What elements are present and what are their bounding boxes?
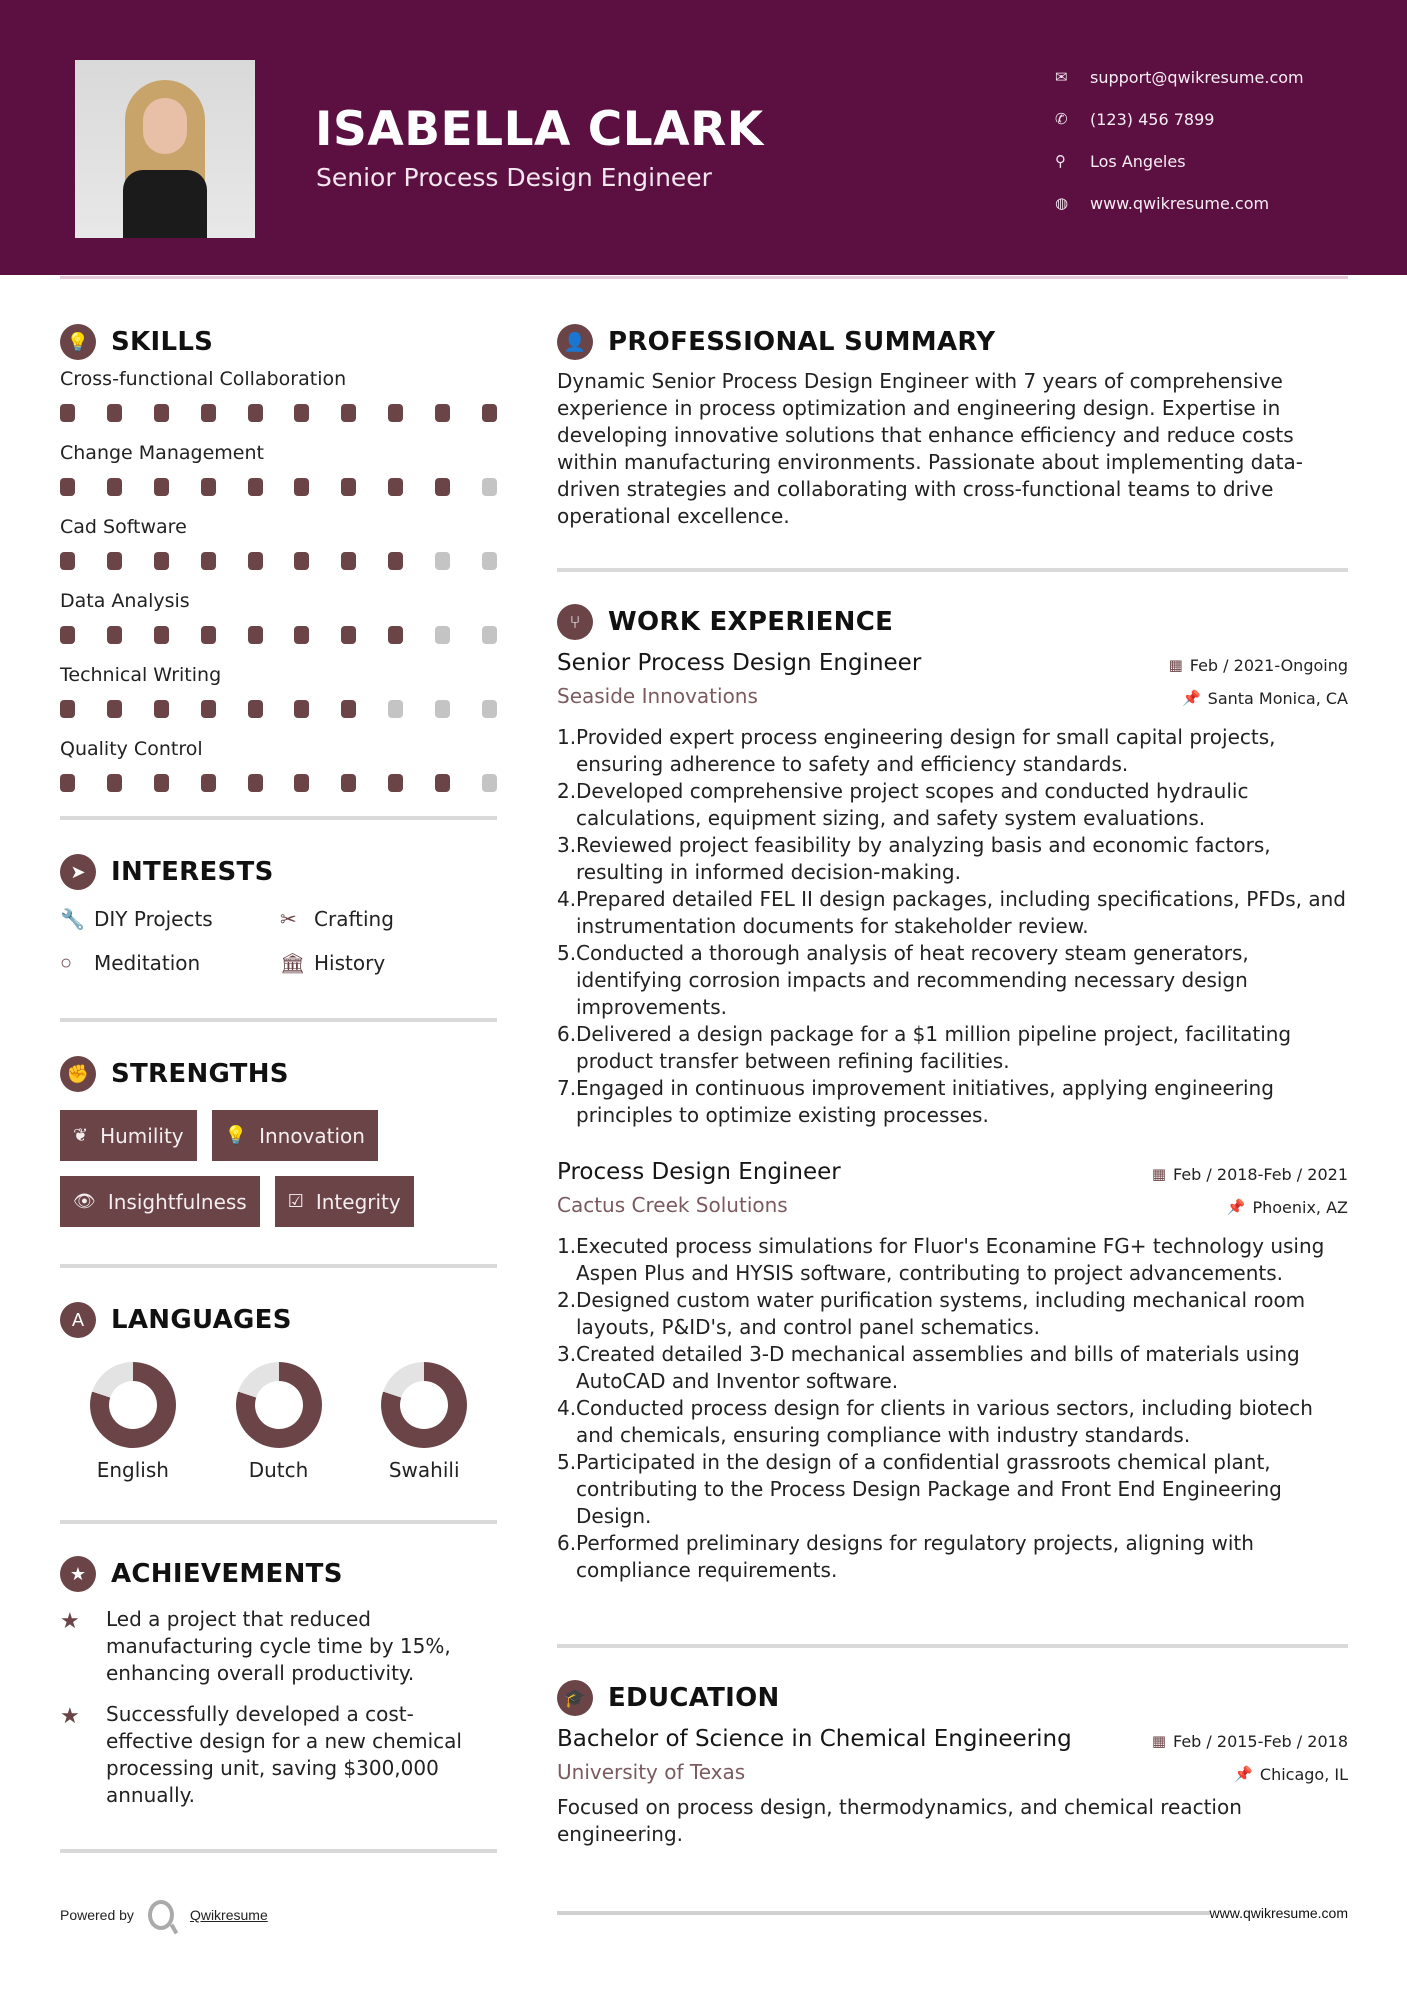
rating-dot — [294, 774, 309, 792]
rating-dot — [107, 626, 122, 644]
footer-divider — [557, 1911, 1210, 1915]
contact-email[interactable]: ✉ support@qwikresume.com — [1055, 67, 1304, 87]
language-item: English — [60, 1362, 206, 1482]
rating-dot — [154, 626, 169, 644]
skill-item — [60, 586, 497, 660]
rating-dot — [201, 700, 216, 718]
rating-dot — [294, 700, 309, 718]
bullet-item: 6. Delivered a design package for a $1 million pipeline project, facilitating product transfer between refining facilities. — [557, 1022, 1292, 1073]
summary-heading: 👤 PROFESSIONAL SUMMARY — [557, 320, 1348, 364]
achievement-item: ★ Led a project that reduced manufacturing cycle time by 15%, enhancing overall productivity. — [60, 1607, 451, 1685]
job-title: Process Design Engineer — [557, 1159, 841, 1185]
bullet-item: 2. Developed comprehensive project scopes and conducted hydraulic calculations, equipment sizing, and safety system evaluations. — [557, 779, 1249, 830]
scissors-icon: ✂ — [280, 908, 297, 931]
rating-dot — [154, 552, 169, 570]
rating-dot — [388, 774, 403, 792]
circle-icon: ○ — [60, 951, 73, 974]
interest-item: 🔧 DIY Projects — [60, 907, 213, 931]
skill-item — [60, 438, 497, 512]
graduate-icon: 🎓 — [557, 1680, 593, 1716]
rating-dot — [60, 626, 75, 644]
rating-dot — [60, 700, 75, 718]
paper-plane-icon: ➤ — [60, 854, 96, 890]
rating-dot — [201, 404, 216, 422]
bank-icon: 🏛 — [280, 952, 306, 975]
lightbulb-icon: 💡 — [60, 324, 96, 360]
job-entry — [557, 1159, 1348, 1584]
job-dates: ▦ Feb / 2018-Feb / 2021 — [1151, 1164, 1348, 1184]
rating-dot — [248, 774, 263, 792]
rating-dot — [60, 404, 75, 422]
skill-rating — [60, 616, 497, 660]
rating-dot — [341, 774, 356, 792]
globe-icon: ◍ — [1055, 195, 1069, 212]
bullet-item: 2. Designed custom water purification systems, including mechanical room layouts, P&ID's, and control panel schematics. — [557, 1288, 1306, 1339]
skill-item — [60, 734, 497, 808]
job-location: 📌 Phoenix, AZ — [1226, 1197, 1348, 1217]
achievements-heading: ★ ACHIEVEMENTS — [60, 1552, 497, 1596]
shooting-star-icon: ★ — [60, 1608, 80, 1633]
education-location: 📌 Chicago, IL — [1234, 1764, 1348, 1784]
section-divider — [557, 568, 1348, 572]
bullet-item: 6. Performed preliminary designs for regulatory projects, aligning with compliance requirements. — [557, 1531, 1254, 1582]
rating-dot — [341, 626, 356, 644]
skill-rating — [60, 394, 497, 438]
rating-dot — [388, 700, 403, 718]
calendar-icon: ▦ — [1168, 656, 1183, 674]
rating-dot — [201, 478, 216, 496]
skills-list — [60, 364, 497, 808]
rating-dot — [154, 478, 169, 496]
summary-text: Dynamic Senior Process Design Engineer with 7 years of comprehensive experience in process optimization and engineering design. Expertise in developing innovative solutions that enhance efficiency and reduce costs within manufacturing environments. Passionate about implementing data-driven strategies and collaborating with cross-functional teams to drive operational excellence. — [557, 369, 1303, 528]
interest-item: ✂ Crafting — [280, 907, 394, 931]
languages-list — [60, 1362, 497, 1482]
pushpin-icon: 📌 — [1226, 1198, 1246, 1216]
header-divider — [60, 276, 1348, 279]
rating-dot — [341, 552, 356, 570]
candidate-name: ISABELLA CLARK — [315, 102, 764, 157]
rating-dot — [388, 552, 403, 570]
skill-rating — [60, 468, 497, 512]
rating-dot — [435, 774, 450, 792]
bullet-item: 4. Prepared detailed FEL II design packages, including specifications, PFDs, and instrumentation documents for stakeholder review. — [557, 887, 1346, 938]
proficiency-donut — [236, 1362, 322, 1448]
rating-dot — [388, 626, 403, 644]
contact-website[interactable]: ◍ www.qwikresume.com — [1055, 193, 1270, 213]
rating-dot — [435, 404, 450, 422]
rating-dot — [60, 552, 75, 570]
skill-rating — [60, 764, 497, 808]
phone-icon: ✆ — [1055, 111, 1068, 128]
contact-info — [1055, 56, 1375, 224]
rating-dot — [482, 700, 497, 718]
map-pin-icon: ⚲ — [1055, 153, 1066, 170]
job-title: Senior Process Design Engineer — [557, 650, 922, 676]
rating-dot — [154, 774, 169, 792]
rating-dot — [388, 478, 403, 496]
strength-chip: 💡 Innovation — [212, 1110, 378, 1161]
education-heading: 🎓 EDUCATION — [557, 1676, 1348, 1720]
calendar-icon: ▦ — [1151, 1732, 1166, 1750]
rating-dot — [154, 700, 169, 718]
rating-dot — [294, 404, 309, 422]
rating-dot — [294, 626, 309, 644]
qwikresume-link[interactable]: Qwikresume — [189, 1907, 268, 1923]
rating-dot — [201, 552, 216, 570]
bullet-item: 4. Conducted process design for clients in various sectors, including biotech and chemicals, ensuring compliance with industry standards. — [557, 1396, 1313, 1447]
school: University of Texas — [557, 1760, 746, 1784]
language-icon: A — [60, 1302, 96, 1338]
profile-photo — [75, 60, 255, 238]
language-item: Dutch — [206, 1362, 352, 1482]
rating-dot — [482, 626, 497, 644]
checkbox-icon: ☑ — [287, 1191, 304, 1212]
lightbulb-icon: 💡 — [224, 1125, 248, 1146]
rating-dot — [248, 700, 263, 718]
calendar-icon: ▦ — [1151, 1165, 1166, 1183]
rating-dot — [482, 404, 497, 422]
job-bullets — [557, 724, 1348, 1129]
job-company: Seaside Innovations — [557, 684, 758, 708]
skill-name: Technical Writing — [60, 664, 222, 686]
skills-heading: 💡 SKILLS — [60, 320, 497, 364]
job-entry — [557, 650, 1348, 1129]
interests-heading: ➤ INTERESTS — [60, 850, 497, 894]
experience-heading: ⑂ WORK EXPERIENCE — [557, 600, 1348, 644]
rating-dot — [482, 478, 497, 496]
strength-chip: ☑ Integrity — [275, 1176, 414, 1227]
section-divider — [60, 1018, 497, 1022]
bullet-item: 1. Provided expert process engineering design for small capital projects, ensuring adherence to safety and efficiency standards. — [557, 725, 1276, 776]
proficiency-donut — [90, 1362, 176, 1448]
rating-dot — [435, 700, 450, 718]
bullet-item: 3. Created detailed 3-D mechanical assemblies and bills of materials using AutoCAD and Inventor software. — [557, 1342, 1300, 1393]
rating-dot — [107, 774, 122, 792]
leaf-icon: ❦ — [73, 1125, 89, 1146]
envelope-icon: ✉ — [1055, 69, 1068, 86]
rating-dot — [107, 478, 122, 496]
interests-list — [60, 904, 497, 978]
job-bullets — [557, 1233, 1348, 1584]
rating-dot — [60, 774, 75, 792]
rating-dot — [388, 404, 403, 422]
contact-phone[interactable]: ✆ (123) 456 7899 — [1055, 109, 1215, 129]
skill-name: Quality Control — [60, 738, 203, 760]
proficiency-donut — [381, 1362, 467, 1448]
left-column — [60, 320, 497, 1853]
skill-rating — [60, 542, 497, 586]
rating-dot — [107, 700, 122, 718]
language-item: Swahili — [351, 1362, 497, 1482]
rating-dot — [60, 478, 75, 496]
skill-item — [60, 364, 497, 438]
rating-dot — [107, 552, 122, 570]
rating-dot — [248, 404, 263, 422]
rating-dot — [201, 626, 216, 644]
skill-item — [60, 660, 497, 734]
job-company: Cactus Creek Solutions — [557, 1193, 788, 1217]
header-banner — [0, 0, 1407, 275]
bullet-item: 7. Engaged in continuous improvement initiatives, applying engineering principles to optimize existing processes. — [557, 1076, 1274, 1127]
section-divider — [60, 1520, 497, 1524]
pushpin-icon: 📌 — [1234, 1765, 1253, 1783]
website-link[interactable]: www.qwikresume.com — [1209, 1905, 1348, 1921]
right-column — [557, 320, 1348, 1848]
fist-icon: ✊ — [60, 1056, 96, 1092]
rating-dot — [154, 404, 169, 422]
degree: Bachelor of Science in Chemical Engineering — [557, 1726, 1072, 1752]
rating-dot — [482, 774, 497, 792]
skill-name: Change Management — [60, 442, 264, 464]
skill-item — [60, 512, 497, 586]
rating-dot — [341, 700, 356, 718]
rating-dot — [435, 552, 450, 570]
rating-dot — [294, 478, 309, 496]
bullet-item: 1. Executed process simulations for Fluor's Econamine FG+ technology using Aspen Plus and HYSIS software, contributing to project advancements. — [557, 1234, 1325, 1285]
footer-website — [557, 1905, 1348, 1921]
education-description: Focused on process design, thermodynamics, and chemical reaction engineering. — [557, 1795, 1242, 1846]
rating-dot — [201, 774, 216, 792]
interest-item: 🏛 History — [280, 951, 386, 975]
achievement-item: ★ Successfully developed a cost-effective design for a new chemical processing unit, saving $300,000 annually. — [60, 1702, 462, 1807]
skill-name: Data Analysis — [60, 590, 190, 612]
pushpin-icon: 📌 — [1181, 689, 1201, 707]
section-divider — [60, 1849, 497, 1853]
strength-chip: 👁 Insightfulness — [60, 1176, 260, 1227]
rating-dot — [248, 626, 263, 644]
shooting-star-icon: ★ — [60, 1703, 80, 1728]
skill-name: Cross-functional Collaboration — [60, 368, 347, 390]
education-entry — [557, 1726, 1348, 1848]
bullet-item: 3. Reviewed project feasibility by analyzing basis and economic factors, resulting in informed decision-making. — [557, 833, 1271, 884]
rating-dot — [248, 552, 263, 570]
languages-heading: A LANGUAGES — [60, 1298, 497, 1342]
skill-name: Cad Software — [60, 516, 187, 538]
rating-dot — [341, 478, 356, 496]
rating-dot — [248, 478, 263, 496]
skill-rating — [60, 690, 497, 734]
interest-item: ○ Meditation — [60, 951, 201, 975]
rating-dot — [294, 552, 309, 570]
strengths-list — [60, 1110, 497, 1227]
education-dates: ▦ Feb / 2015-Feb / 2018 — [1151, 1731, 1348, 1751]
rating-dot — [435, 478, 450, 496]
office-chair-icon: ⑂ — [557, 604, 593, 640]
rating-dot — [482, 552, 497, 570]
qwikresume-logo-icon — [148, 1900, 174, 1930]
bullet-item: 5. Participated in the design of a confidential grassroots chemical plant, contributing to the Process Design Package and Front End Engineering Design. — [557, 1450, 1282, 1528]
section-divider — [557, 1644, 1348, 1648]
rating-dot — [341, 404, 356, 422]
rating-dot — [435, 626, 450, 644]
star-badge-icon: ★ — [60, 1556, 96, 1592]
footer-branding: Powered by Qwikresume — [60, 1900, 268, 1930]
candidate-title: Senior Process Design Engineer — [316, 163, 712, 192]
user-icon: 👤 — [557, 324, 593, 360]
eye-icon: 👁 — [73, 1191, 96, 1212]
section-divider — [60, 816, 497, 820]
strengths-heading: ✊ STRENGTHS — [60, 1052, 497, 1096]
strength-chip: ❦ Humility — [60, 1110, 197, 1161]
job-dates: ▦ Feb / 2021-Ongoing — [1168, 655, 1348, 675]
section-divider — [60, 1264, 497, 1268]
job-location: 📌 Santa Monica, CA — [1181, 688, 1348, 708]
wrench-icon: 🔧 — [60, 908, 85, 931]
bullet-item: 5. Conducted a thorough analysis of heat recovery steam generators, identifying corrosion impacts and recommending necessary design improvements. — [557, 941, 1249, 1019]
rating-dot — [107, 404, 122, 422]
contact-location: ⚲ Los Angeles — [1055, 151, 1186, 171]
